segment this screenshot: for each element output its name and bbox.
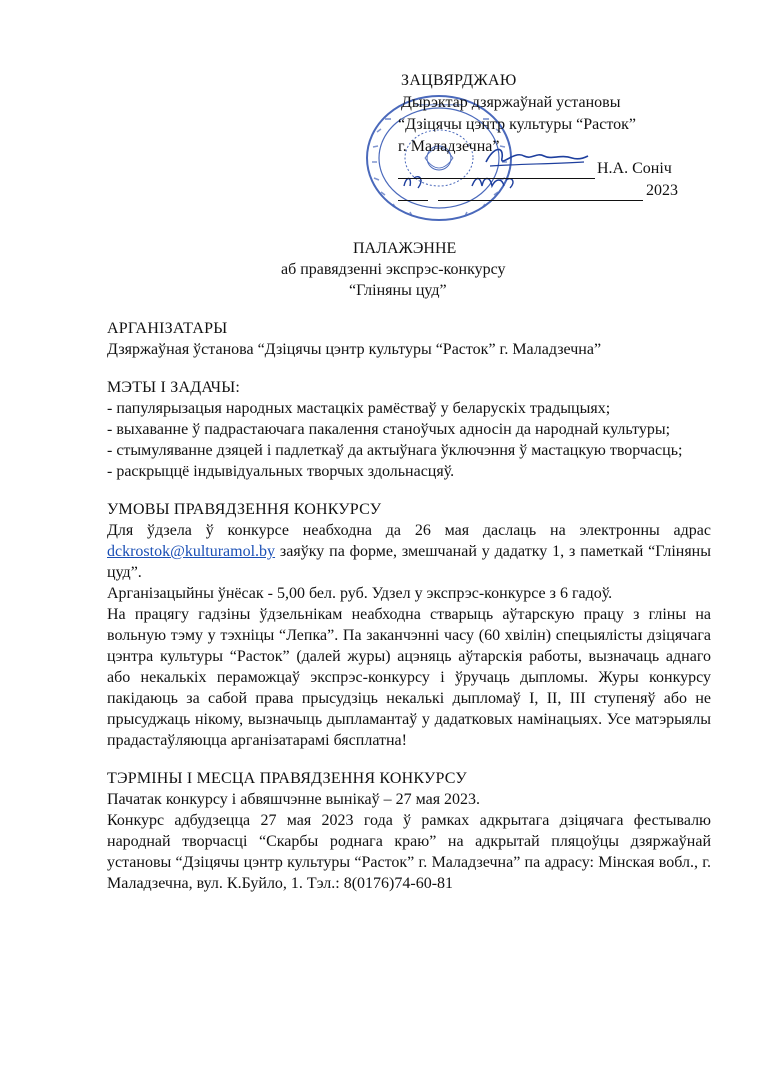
conditions-paragraph-3: На працягу гадзіны ўдзельнікам неабходна стварыць аўтарскую працу з гліны на вольную тэму у тэхніцы “Лепка”. Па заканчэнні часу (60 хвілін) спецыялісты дзіцячага цэнтра культуры “Расток” (далей журы) ацэняць аўтарскія работы, вызначаць аднаго або некалькіх пераможцаў экспрэс-конкурсу і ўручаць дыпломы. Журы конкурсу пакідаюць за сабой права прысудзіць некалькі дыпломаў I, II, III ступеняў або не прысуджаць нікому, вызначыць дыпламантаў у дадатковых намінацыях. Усе матэрыялы прадастаўляюцца арганізатарамі бясплатна!: [107, 606, 711, 749]
goal-item: - папулярызацыя народных мастацкіх рамёстваў у беларускіх традыцыях;: [107, 400, 611, 417]
conditions-paragraph-2: Арганізацыйны ўнёсак - 5,00 бел. руб. Удзел у экспрэс-конкурсе з 6 гадоў.: [107, 585, 613, 602]
approval-organization: “Дзіцячы цэнтр культуры “Расток”: [398, 116, 636, 133]
section-title-conditions: УМОВЫ ПРАВЯДЗЕННЯ КОНКУРСУ: [107, 501, 382, 518]
document-subtitle: аб правядзенні экспрэс-конкурсу: [281, 261, 506, 278]
section-conditions: [107, 499, 711, 751]
approval-city: г. Маладзечна”: [398, 138, 500, 155]
conditions-p1-text-end: заяўку па форме, змешчанай у дадатку 1, з паметкай “Гліняны цуд”.: [107, 543, 711, 581]
organizers-text: Дзяржаўная ўстанова “Дзіцячы цэнтр культуры “Расток” г. Маладзечна”: [107, 341, 602, 358]
section-title-goals: МЭТЫ І ЗАДАЧЫ:: [107, 379, 241, 396]
goal-item: - стымуляванне дзяцей і падлеткаў да актыўнага ўключэння ў мастацкую творчасць;: [107, 442, 683, 459]
section-organizers: [107, 318, 711, 360]
conditions-p1-text: Для ўдзела ў конкурсе неабходна да 26 мая даслаць на электронны адрас: [107, 522, 711, 539]
date-day-line: [398, 180, 428, 201]
approval-position: Дырэктар дзяржаўнай установы: [401, 94, 621, 111]
approval-year: 2023: [646, 182, 678, 199]
section-title-organizers: АРГАНІЗАТАРЫ: [107, 320, 228, 337]
contest-name: “Гліняны цуд”: [349, 282, 447, 299]
approval-title: ЗАЦВЯРДЖАЮ: [401, 72, 517, 89]
goal-item: - раскрыццё індывідуальных творчых здольнасцяў.: [107, 463, 455, 480]
terms-paragraph-1: Пачатак конкурсу і абвяшчэнне вынікаў – 27 мая 2023.: [107, 791, 481, 808]
signature-line: [398, 158, 595, 179]
document-title: ПАЛАЖЭННЕ: [353, 240, 457, 257]
goal-item: - выхаванне ў падрастаючага пакалення станоўчых адносін да народнай культуры;: [107, 421, 671, 438]
date-month-line: [438, 180, 643, 201]
terms-paragraph-2: Конкурс адбудзецца 27 мая 2023 года ў рамках адкрытага дзіцячага фестывалю народнай творчасці “Скарбы роднага краю” на адкрытай пляцоўцы дзяржаўнай установы “Дзіцячы цэнтр культуры “Расток” г. Маладзечна” па адрасу: Мінская вобл., г. Маладзечна, вул. К.Буйло, 1. Тэл.: 8(0176)74-60-81: [107, 812, 711, 892]
section-terms: [107, 768, 711, 894]
email-link[interactable]: dckrostok@kulturamol.by: [107, 543, 276, 560]
section-title-terms: ТЭРМІНЫ І МЕСЦА ПРАВЯДЗЕННЯ КОНКУРСУ: [107, 770, 467, 787]
conditions-paragraph-1: [107, 520, 711, 583]
approval-signer: Н.А. Соніч: [597, 160, 672, 177]
section-goals: [107, 377, 711, 482]
document-body: [107, 318, 711, 894]
